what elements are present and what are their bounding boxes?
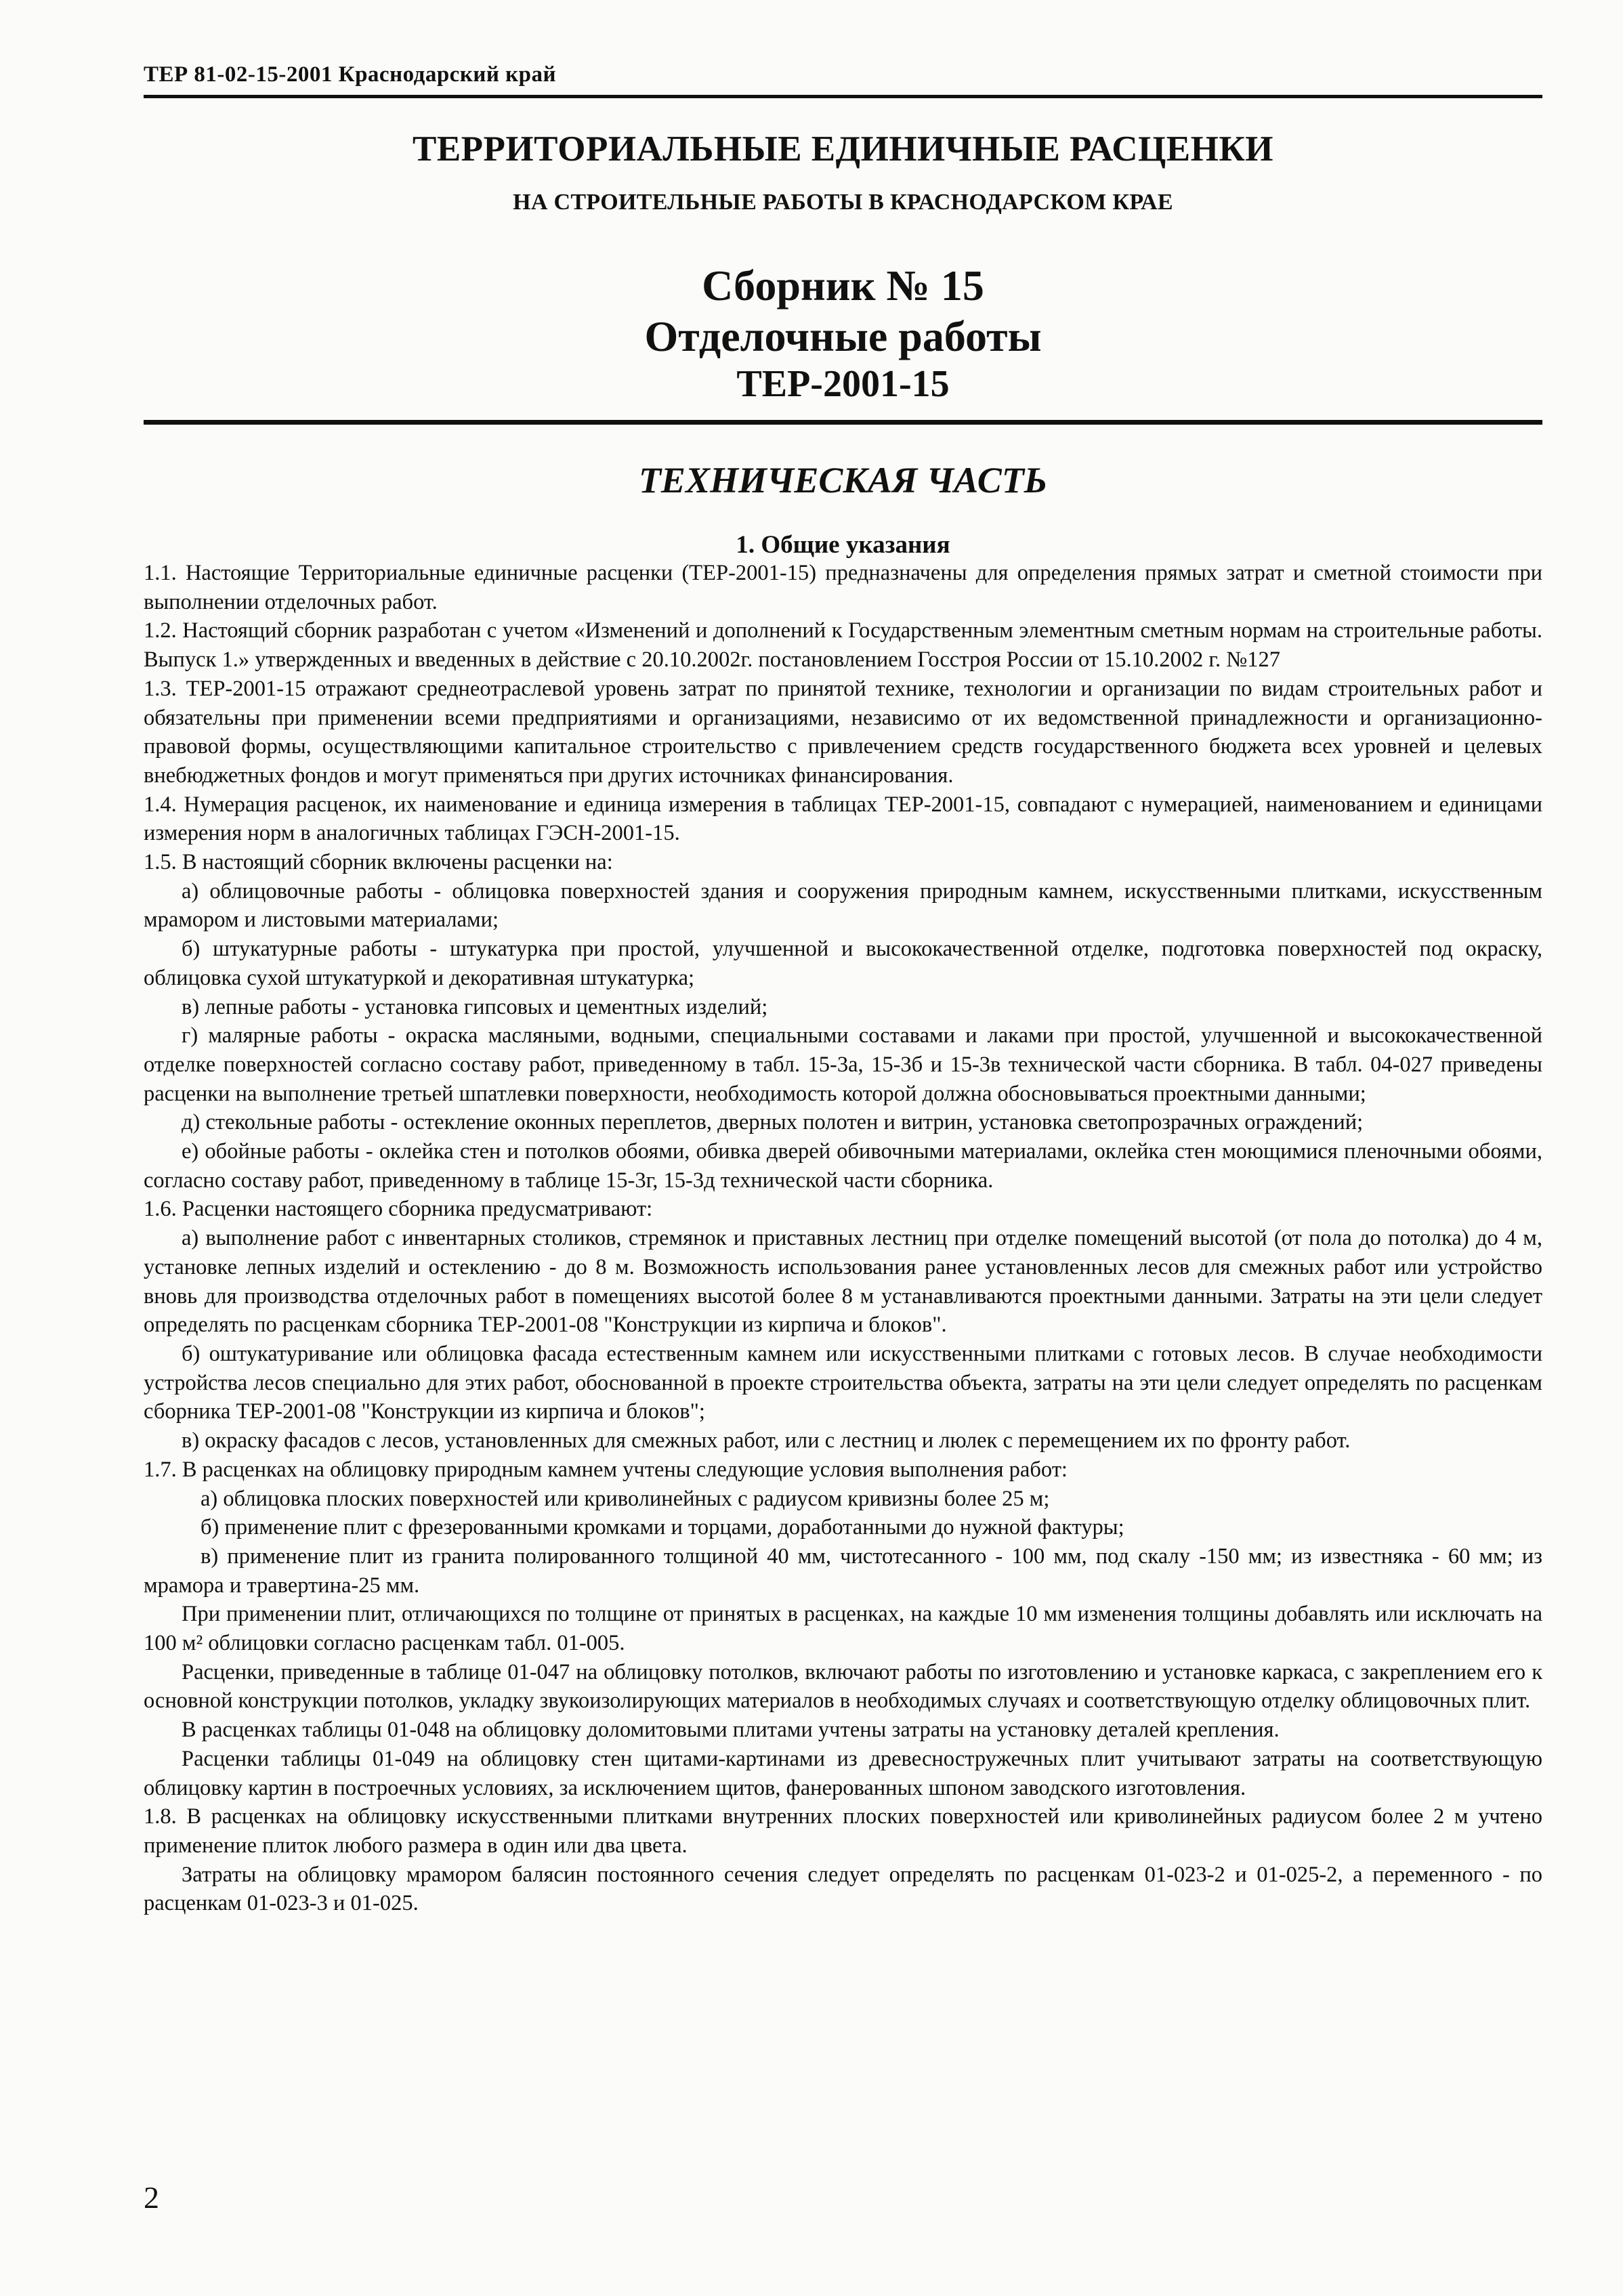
section-title: 1. Общие указания <box>736 531 950 559</box>
part-title: ТЕХНИЧЕСКАЯ ЧАСТЬ <box>638 460 1048 501</box>
list-item: а) выполнение работ с инвентарных столиков, стремянок и приставных лестниц при отделке помещений высотой (от пола до потолка) до 4 м, установке лепных изделий и остеклению - до 8 м. Возможность использования ранее установленных лесов для смежных работ или устройство вновь для производства отделочных работ в помещениях высотой более 8 м устанавливаются проектными данными. Затраты на эти цели следует определять по расценкам сборника ТЕР-2001-08 "Конструкции из кирпича и блоков". <box>144 1226 1542 1338</box>
collection-name: Отделочные работы <box>644 312 1042 360</box>
paragraph: 1.1. Настоящие Территориальные единичные расценки (ТЕР-2001-15) предназначены для определения прямых затрат и сметной стоимости при выполнении отделочных работ. <box>144 561 1542 614</box>
paragraph: Расценки, приведенные в таблице 01-047 на облицовку потолков, включают работы по изготовлению и установке каркаса, с закреплением его к основной конструкции потолков, укладку звукоизолирующих материалов в необходимых случаях и соответствующую отделку облицовочных плит. <box>144 1659 1542 1714</box>
list-item: в) окраску фасадов с лесов, установленных для смежных работ, или с лестниц и люлек с перемещением их по фронту работ. <box>182 1428 1351 1453</box>
list-item: а) облицовка плоских поверхностей или криволинейных с радиусом кривизны более 25 м; <box>201 1486 1050 1511</box>
list-item: б) оштукатуривание или облицовка фасада естественным камнем или искусственными плитками с готовых лесов. В случае необходимости устройства лесов специально для этих работ, обоснованной в проекте строительства объекта, затраты на эти цели следует определять по расценкам сборника ТЕР-2001-08 "Конструкции из кирпича и блоков"; <box>144 1341 1542 1424</box>
list-item: б) применение плит с фрезерованными кромками и торцами, доработанными до нужной фактуры; <box>201 1515 1124 1540</box>
collection-code: ТЕР-2001-15 <box>736 363 950 405</box>
list-item: в) лепные работы - установка гипсовых и цементных изделий; <box>182 994 768 1019</box>
paragraph: Затраты на облицовку мрамором балясин постоянного сечения следует определять по расценкам 01-023-2 и 01-025-2, а переменного - по расценкам 01-023-3 и 01-025. <box>144 1862 1542 1916</box>
list-item: б) штукатурные работы - штукатурка при простой, улучшенной и высококачественной отделке, подготовка поверхностей под окраску, облицовка сухой штукатуркой и декоративная штукатурка; <box>144 937 1542 990</box>
paragraph: 1.6. Расценки настоящего сборника предусматривают: <box>144 1197 653 1222</box>
list-item: в) применение плит из гранита полированного толщиной 40 мм, чистотесанного - 100 мм, под скалу -150 мм; из известняка - 60 мм; из мрамора и травертина-25 мм. <box>144 1544 1542 1598</box>
list-item: г) малярные работы - окраска масляными, водными, специальными составами и лаками при простой, улучшенной и высококачественной отделке поверхностей согласно составу работ, приведенному в табл. 15-3а, 15-3б и 15-3в технической части сборника. В табл. 04-027 приведены расценки на выполнение третьей шпатлевки поверхности, необходимость которой должна обосновываться проектными данными; <box>144 1023 1542 1106</box>
paragraph: 1.5. В настоящий сборник включены расценки на: <box>144 850 613 875</box>
paragraph: 1.7. В расценках на облицовку природным камнем учтены следующие условия выполнения работ: <box>144 1457 1068 1482</box>
paragraph: При применении плит, отличающихся по толщине от принятых в расценках, на каждые 10 мм изменения толщины добавлять или исключать на 100 м² облицовки согласно расценкам табл. 01-005. <box>144 1602 1542 1656</box>
section-rule <box>144 420 1542 425</box>
page-number: 2 <box>144 2180 159 2215</box>
paragraph: Расценки таблицы 01-049 на облицовку стен щитами-картинами из древесностружечных плит учитывают затраты на соответствующую облицовку картин в построечных условиях, за исключением щитов, фанерованных шпоном заводского изготовления. <box>144 1746 1542 1800</box>
paragraph: 1.2. Настоящий сборник разработан с учетом «Изменений и дополнений к Государственным элементным сметным нормам на строительные работы. Выпуск 1.» утвержденных и введенных в действие с 20.10.2002г. постановлением Госстроя России от 15.10.2002 г. №127 <box>144 618 1542 673</box>
paragraph: В расценках таблицы 01-048 на облицовку доломитовыми плитами учтены затраты на установку деталей крепления. <box>182 1718 1280 1743</box>
paragraph: 1.8. В расценках на облицовку искусственными плитками внутренних плоских поверхностей или криволинейных радиусом более 2 м учтено применение плиток любого размера в один или два цвета. <box>144 1804 1542 1858</box>
body-text <box>144 559 1542 1918</box>
document-title: ТЕРРИТОРИАЛЬНЫЕ ЕДИНИЧНЫЕ РАСЦЕНКИ <box>412 129 1274 169</box>
list-item: а) облицовочные работы - облицовка поверхностей здания и сооружения природным камнем, искусственными плитками, искусственным мрамором и листовыми материалами; <box>144 878 1542 933</box>
document-subtitle: НА СТРОИТЕЛЬНЫЕ РАБОТЫ В КРАСНОДАРСКОМ КРАЕ <box>513 190 1173 215</box>
paragraph: 1.4. Нумерация расценок, их наименование и единица измерения в таблицах ТЕР-2001-15, совпадают с нумерацией, наименованием и единицами измерения норм в аналогичных таблицах ГЭСН-2001-15. <box>144 792 1542 846</box>
header-rule <box>144 95 1542 98</box>
collection-number: Сборник № 15 <box>702 261 984 310</box>
list-item: е) обойные работы - оклейка стен и потолков обоями, обивка дверей обивочными материалами, оклейка стен моющимися пленочными обоями, согласно составу работ, приведенному в таблице 15-3г, 15-3д технической части сборника. <box>144 1139 1542 1193</box>
paragraph: 1.3. ТЕР-2001-15 отражают среднеотраслевой уровень затрат по принятой технике, технологии и организации по видам строительных работ и обязательны при применении всеми предприятиями и организациями, независимо от их ведомственной принадлежности и организационно-правовой формы, осуществляющими капитальное строительство с привлечением средств государственного бюджета всех уровней и целевых внебюджетных фондов и могут применяться при других источниках финансирования. <box>144 676 1542 788</box>
list-item: д) стекольные работы - остекление оконных переплетов, дверных полотен и витрин, установка светопрозрачных ограждений; <box>182 1110 1364 1135</box>
running-header: ТЕР 81-02-15-2001 Краснодарский край <box>144 62 557 87</box>
